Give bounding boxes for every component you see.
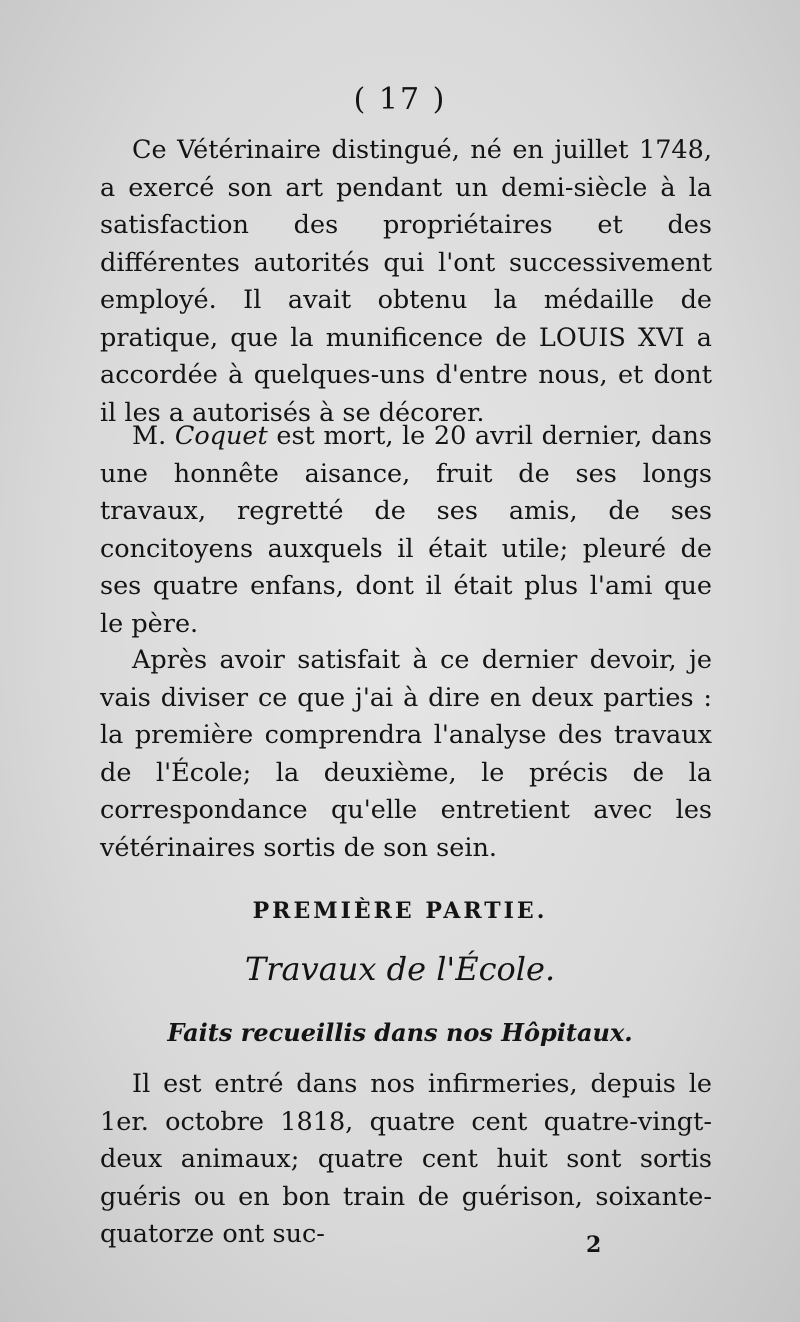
paragraph-division (100, 642, 712, 867)
paragraph-text: Après avoir satisfait à ce dernier devoir, je vais diviser ce que j'ai à dire en deux parties : la première comprendra l'analyse des travaux de l'École; la deuxième, le précis de la correspondance qu'elle entretient avec les vétérinaires sortis de son sein. (100, 645, 712, 863)
section-heading: Travaux de l'École. (244, 950, 556, 988)
paragraph-prefix: M. (132, 421, 175, 451)
paragraph-coquet-death (100, 418, 712, 643)
signature-mark: 2 (586, 1232, 602, 1258)
paragraph-text (100, 418, 712, 643)
paragraph-text: Il est entré dans nos infirmeries, depuis le 1er. octobre 1818, quatre cent quatre-vingt-deux animaux; quatre cent huit sont sortis guéris ou en bon train de guérison, soixante-quatorze ont suc- (100, 1069, 712, 1249)
paragraph-text: Ce Vétérinaire distingué, né en juillet 1748, a exercé son art pendant un demi-siècle à la satisfaction des propriétaires et des différentes autorités qui l'ont successivement employé. Il avait obtenu la médaille de pratique, que la munificence de LOUIS XVI a accordée à quelques-uns d'entre nous, et dont il les a autorisés à se décorer. (100, 135, 712, 428)
subsection-heading: Faits recueillis dans nos Hôpitaux. (167, 1018, 633, 1047)
paragraph-veterinarian (100, 132, 712, 432)
part-heading: PREMIÈRE PARTIE. (252, 898, 548, 924)
person-name: Coquet (174, 421, 268, 451)
paragraph-rest: est mort, le 20 avril dernier, dans une honnête aisance, fruit de ses longs travaux, regretté de ses amis, de ses concitoyens auxquels il était utile; pleuré de ses quatre enfans, dont il était plus l'ami que le père. (100, 421, 712, 639)
paragraph-infirmary (100, 1066, 712, 1254)
page-number: ( 17 ) (353, 82, 447, 117)
